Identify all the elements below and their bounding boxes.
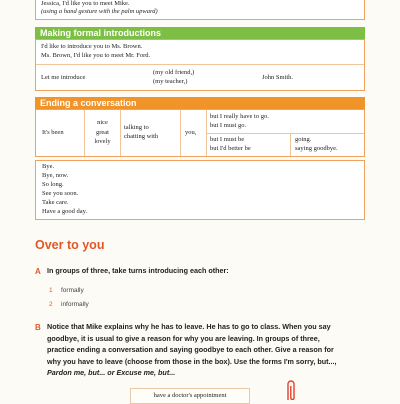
- exercise-b-letter: B: [35, 323, 41, 332]
- bye-item: See you soon.: [42, 190, 79, 197]
- over-to-you-heading: Over to you: [35, 238, 105, 252]
- reason-box-text: have a doctor's appointment: [153, 392, 227, 399]
- ending-col-divider: [180, 110, 181, 156]
- formal-line-2: Ms. Brown, I'd like you to meet Mr. Ford.: [41, 52, 151, 59]
- option-informally: informally: [61, 301, 89, 308]
- exercise-a-letter: A: [35, 267, 41, 276]
- ending-section-header: Ending a conversation: [35, 97, 365, 109]
- formal-name: John Smith.: [262, 74, 294, 81]
- paperclip-icon: [284, 378, 298, 400]
- ending-nice: nice: [97, 119, 108, 126]
- exercise-b-line: Pardon me, but... or Excuse me, but...: [47, 368, 176, 377]
- ending-better-be: but I'd better be: [210, 145, 251, 152]
- ending-lovely: lovely: [94, 138, 111, 145]
- exercise-a-instruction: In groups of three, take turns introducing each other:: [47, 266, 229, 275]
- ending-must-go: but I must go.: [210, 122, 247, 129]
- bye-item: Bye.: [42, 163, 55, 170]
- ending-col-divider: [290, 133, 291, 156]
- ending-great: great: [96, 129, 109, 136]
- reason-box: [130, 388, 250, 404]
- formal-divider: [36, 64, 364, 65]
- bye-item: Take care.: [42, 199, 69, 206]
- option-number: 1: [49, 287, 53, 294]
- formal-my-old-friend: (my old friend,): [153, 69, 195, 76]
- ending-must-be: but I must be: [210, 136, 245, 143]
- exercise-b-line: Notice that Mike explains why he has to leave. He has to go to class. When you say: [47, 322, 331, 331]
- ending-col-divider: [120, 110, 121, 156]
- exercise-b-line: practice ending a conversation and saying goodbye to each other. Give a reason for: [47, 345, 334, 354]
- ending-really-have-to-go: but I really have to go.: [210, 113, 269, 120]
- formal-section-header: Making formal introductions: [35, 27, 365, 39]
- intro-line-1: Jessica, I'd like you to meet Mike.: [41, 0, 130, 7]
- ending-talking-to: talking to: [124, 124, 149, 131]
- intro-example-box: [35, 0, 365, 20]
- bye-item: Have a good day.: [42, 208, 88, 215]
- ending-row-divider: [206, 133, 364, 134]
- formal-my-teacher: (my teacher,): [153, 78, 188, 85]
- ending-saying-goodbye: saying goodbye.: [295, 145, 338, 152]
- ending-chatting-with: chatting with: [124, 133, 159, 140]
- intro-line-2: (using a hand gesture with the palm upward): [41, 8, 158, 15]
- ending-table: [35, 109, 365, 157]
- ending-going: going.: [295, 136, 312, 143]
- option-number: 2: [49, 301, 53, 308]
- bye-item: So long.: [42, 181, 64, 188]
- formal-box: [35, 39, 365, 91]
- goodbye-list-box: [35, 160, 365, 220]
- exercise-b-line: why you have to leave (choose from those in the box). Use the forms I'm sorry, but...,: [47, 356, 337, 366]
- formal-let-me-introduce: Let me introduce: [41, 74, 86, 81]
- option-formally: formally: [61, 287, 84, 294]
- exercise-b-line: goodbye, it is usual to give a reason for why you are leaving. In groups of three,: [47, 333, 320, 343]
- ending-its-been: It's been: [42, 129, 64, 136]
- bye-item: Bye, now.: [42, 172, 69, 179]
- formal-line-1: I'd like to introduce you to Ms. Brown.: [41, 43, 143, 50]
- ending-you: you,: [185, 129, 197, 136]
